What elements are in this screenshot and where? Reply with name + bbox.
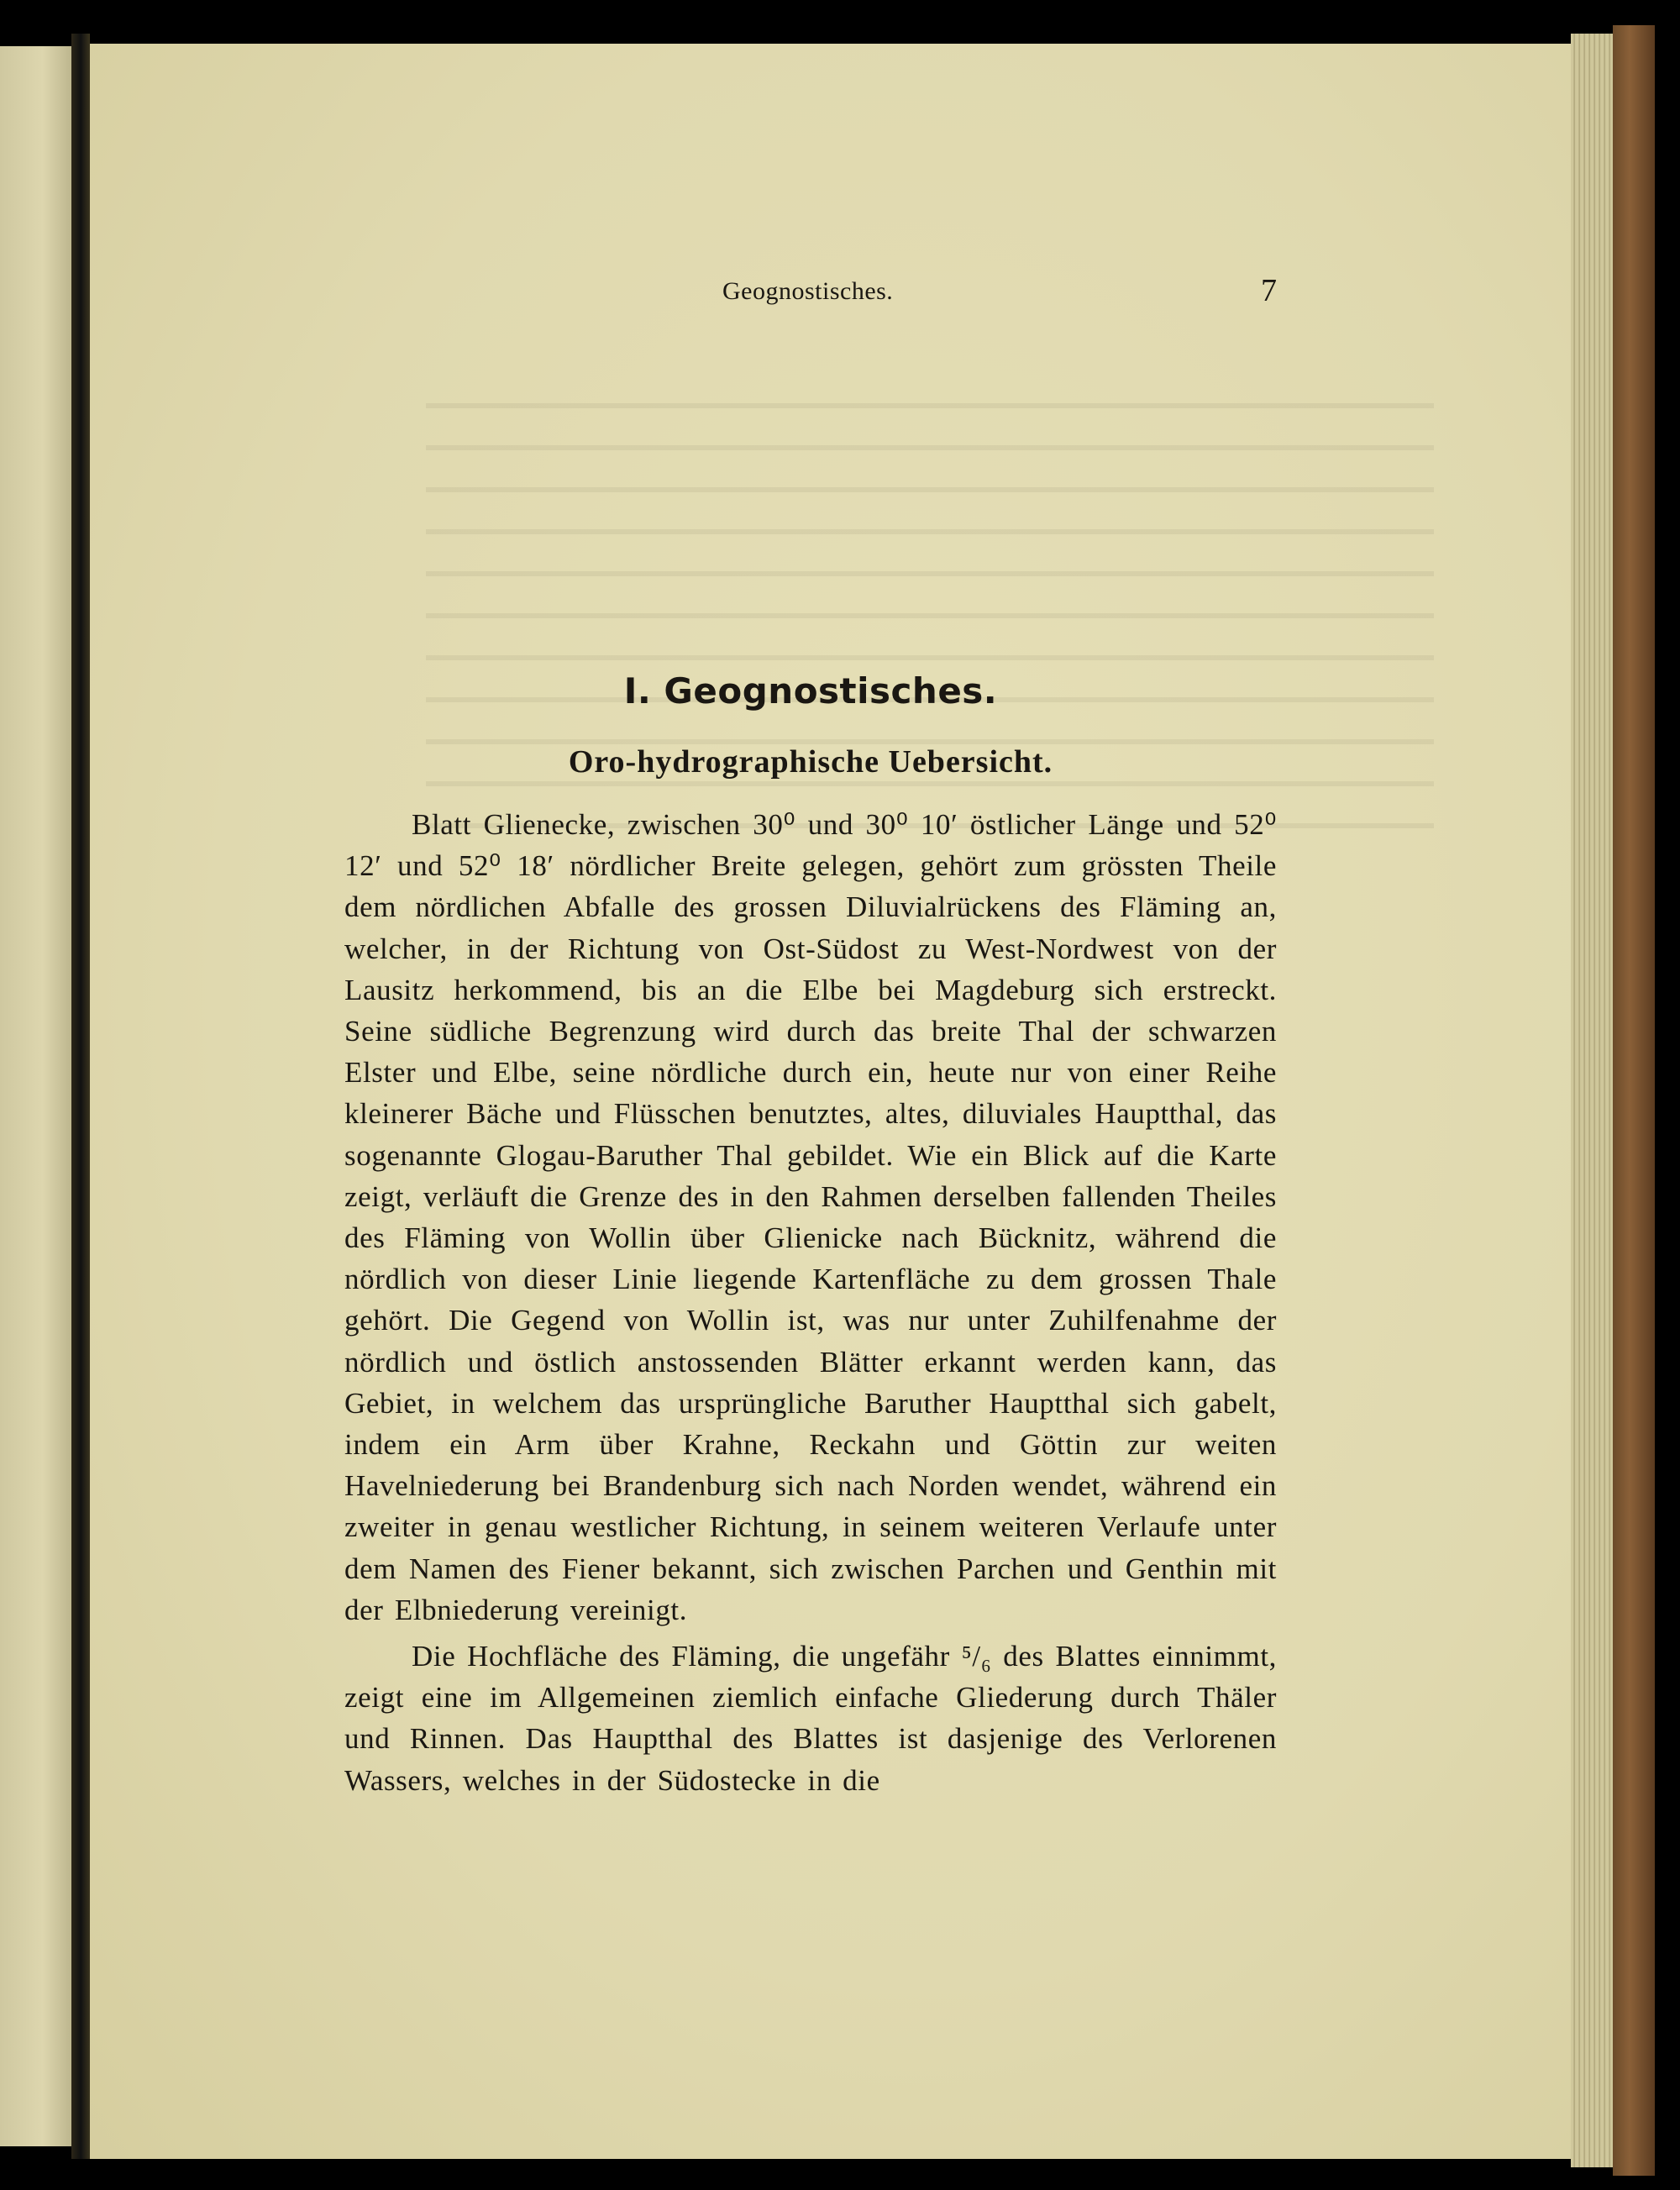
running-head-title: Geognostisches. — [722, 277, 894, 305]
book-gutter — [71, 34, 90, 2159]
chapter-heading: I. Geognostisches. — [623, 670, 998, 712]
book-cover-edge — [1613, 25, 1655, 2176]
section-heading: Oro-hydrographische Uebersicht. — [568, 744, 1053, 780]
text-block — [344, 269, 1277, 1801]
page-stack-edge — [1571, 34, 1613, 2167]
running-head — [344, 269, 1277, 311]
previous-page-edge — [0, 46, 71, 2146]
paragraph: Blatt Glienecke, zwischen 30⁰ und 30⁰ 10′ östlicher Länge und 52⁰ 12′ und 52⁰ 18′ nördlicher Breite gelegen, gehört zum grössten Theile dem nördlichen Abfalle des grossen Diluvialrückens des Fläming an, welcher, in der Richtung von Ost-Südost zu West-Nordwest von der Lausitz herkommend, bis an die Elbe bei Magdeburg sich erstreckt. Seine südliche Begrenzung wird durch das breite Thal der schwarzen Elster und Elbe, seine nördliche durch ein, heute nur von einer Reihe kleinerer Bäche und Flüsschen benutztes, altes, diluviales Hauptthal, das sogenannte Glogau-Baruther Thal gebildet. Wie ein Blick auf die Karte zeigt, verläuft die Grenze des in den Rahmen derselben fallenden Theiles des Fläming von Wollin über Glienicke nach Bücknitz, während die nördlich von dieser Linie liegende Kartenfläche zu dem grossen Thale gehört. Die Gegend von Wollin ist, was nur unter Zuhilfenahme der nördlich und östlich anstossenden Blätter erkannt werden kann, das Gebiet, in welchem das ursprüngliche Baruther Hauptthal sich gabelt, indem ein Arm über Krahne, Reckahn und Göttin zur weiten Havelniederung bei Brandenburg sich nach Norden wendet, während ein zweiter in genau westlicher Richtung, in seinem weiteren Verlaufe unter dem Namen des Fiener bekannt, sich zwischen Parchen und Genthin mit der Elbniederung vereinigt. — [344, 808, 1277, 1626]
body-text — [344, 804, 1277, 1801]
page-number: 7 — [1261, 273, 1277, 308]
paragraph: Die Hochfläche des Fläming, die ungefähr ⁵/₆ des Blattes einnimmt, zeigt eine im Allgemeinen ziemlich einfache Gliederung durch Thäler und Rinnen. Das Hauptthal des Blattes ist dasjenige des Verlorenen Wassers, welches in der Südostecke in die — [344, 1640, 1277, 1797]
